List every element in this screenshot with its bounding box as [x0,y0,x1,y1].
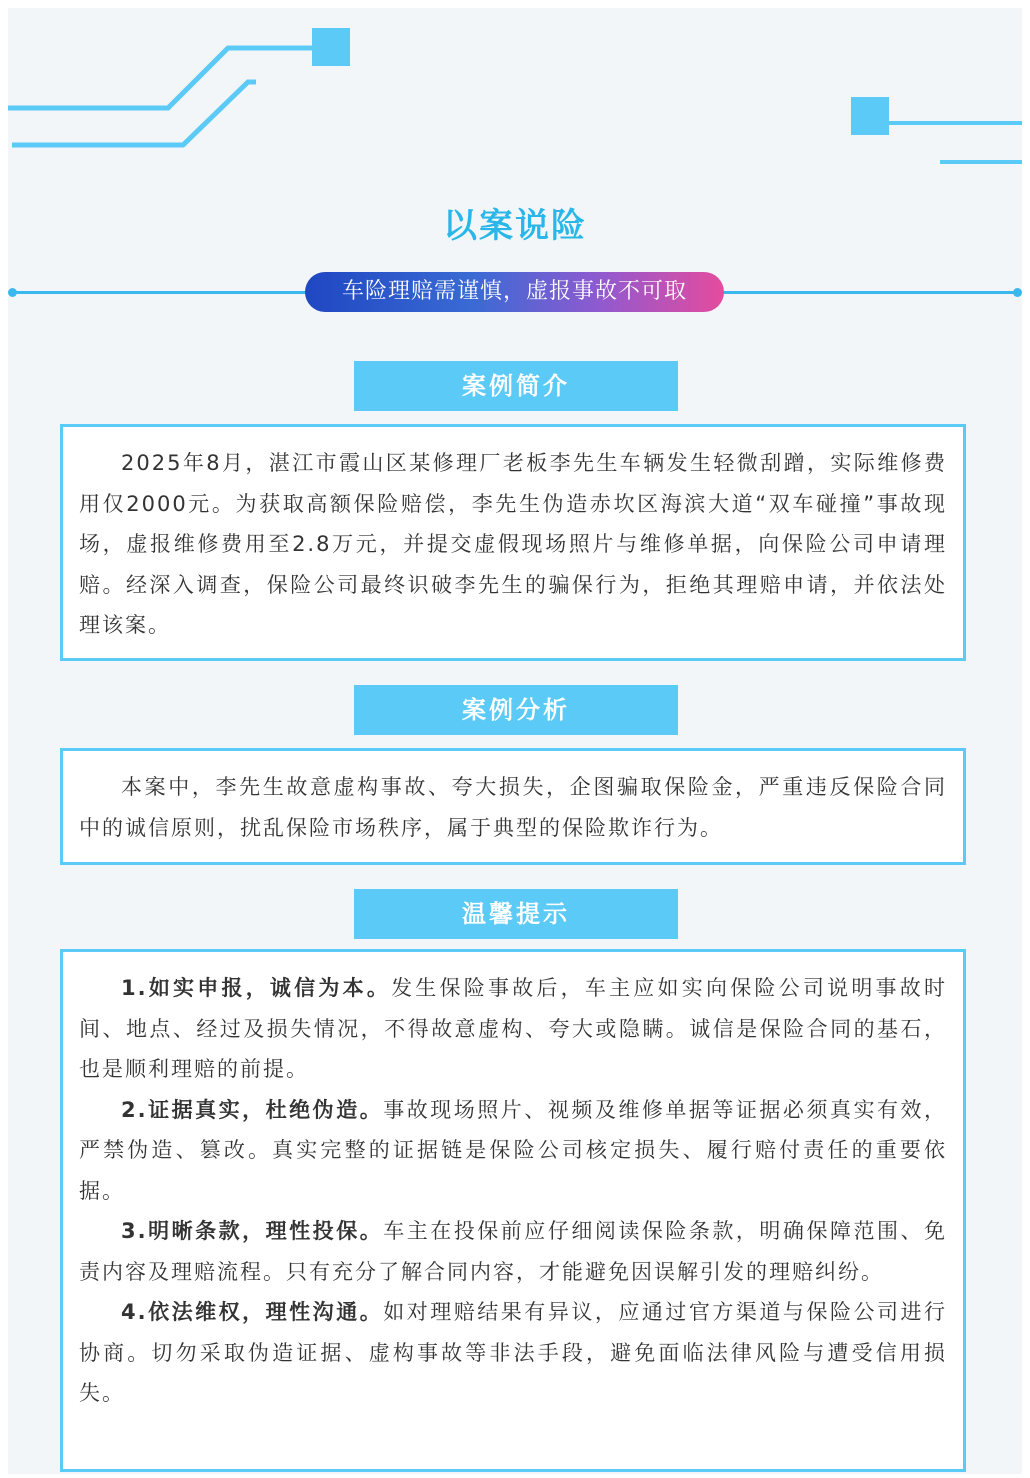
page [8,8,1022,1474]
tip-text: 如对理赔结果有异议，应通过官方渠道与保险公司进行协商。切勿采取伪造证据、虚构事故等非法手段，避免面临法律风险与遭受信用损失。 [79,1300,948,1405]
case-intro-text: 2025年8月，湛江市霞山区某修理厂老板李先生车辆发生轻微刮蹭，实际维修费用仅2000元。为获取高额保险赔偿，李先生伪造赤坎区海滨大道“双车碰撞”事故现场，虚报维修费用至2.8万元，并提交虚假现场照片与维修单据，向保险公司申请理赔。经深入调查，保险公司最终识破李先生的骗保行为，拒绝其理赔申请，并依法处理该案。 [79,451,947,637]
tip-text: 发生保险事故后，车主应如实向保险公司说明事故时间、地点、经过及损失情况，不得故意虚构、夸大或隐瞒。诚信是保险合同的基石，也是顺利理赔的前提。 [79,976,947,1081]
divider-dot-right [1013,288,1022,297]
subtitle-banner: 车险理赔需谨慎，虚报事故不可取 [305,272,724,312]
tip-heading: 3.明晰条款，理性投保。 [121,1219,384,1243]
tips-box [60,949,966,1472]
case-analysis-text: 本案中，李先生故意虚构事故、夸大损失，企图骗取保险金，严重违反保险合同中的诚信原则，扰乱保险市场秩序，属于典型的保险欺诈行为。 [79,775,947,840]
tip-heading: 2.证据真实，杜绝伪造。 [121,1097,384,1122]
tip-heading: 4.依法维权，理性沟通。 [121,1300,384,1324]
tip-item [79,1090,947,1212]
circuit-line-lower-left [12,82,256,145]
circuit-square-left [312,28,350,66]
tip-item [79,1292,947,1414]
tip-text: 车主在投保前应仔细阅读保险条款，明确保障范围、免责内容及理赔流程。只有充分了解合同内容，才能避免因误解引发的理赔纠纷。 [79,1219,948,1284]
section-label-case-intro: 案例简介 [354,361,678,411]
case-analysis-box [60,748,966,865]
tip-item [79,1211,947,1292]
circuit-line-upper-left [8,48,312,108]
divider-dot-left [8,288,17,297]
tip-text: 事故现场照片、视频及维修单据等证据必须真实有效，严禁伪造、篡改。真实完整的证据链是保险公司核定损失、履行赔付责任的重要依据。 [79,1097,948,1203]
page-title: 以案说险 [443,206,587,246]
section-label-tips: 温馨提示 [354,889,678,939]
circuit-square-right [851,97,889,135]
tip-item [79,968,947,1090]
tip-heading: 1.如实申报，诚信为本。 [121,976,392,1000]
circuit-decoration [8,8,1022,178]
section-label-case-analysis: 案例分析 [354,685,678,735]
case-intro-box [60,424,966,661]
